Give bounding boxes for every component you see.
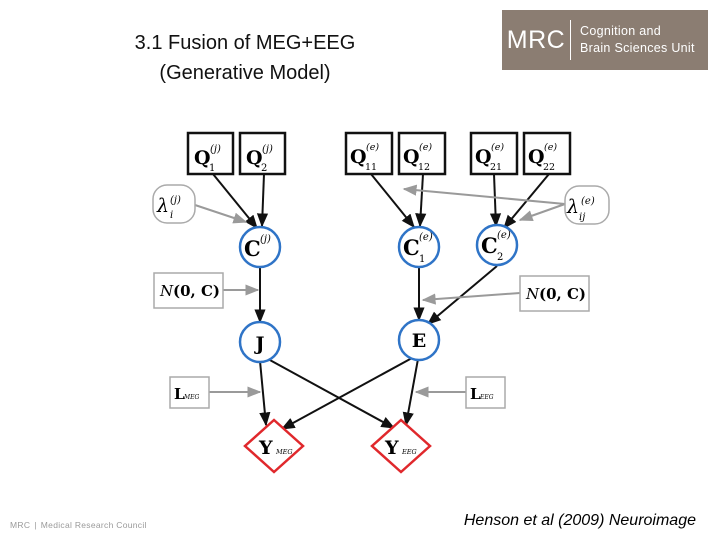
lambda-eeg-node <box>565 186 609 224</box>
prior-meg-node <box>154 273 223 308</box>
y-eeg-sub: EEG <box>402 448 417 456</box>
edge-j-to-ymeg <box>260 361 266 425</box>
edge-e-to-ymeg <box>282 358 412 429</box>
c-eeg-1-symbol: C <box>403 235 420 260</box>
c-meg-node <box>240 227 280 267</box>
prior-eeg-node <box>520 276 589 311</box>
q-meg-1-sub: 1 <box>209 163 216 174</box>
lambda-meg-symbol: λ <box>157 195 170 217</box>
q-meg-1-node <box>188 133 233 174</box>
e-node <box>399 320 439 360</box>
lambda-meg-sub: i <box>170 210 174 221</box>
l-meg-symbol: L <box>174 385 185 403</box>
prior-meg-args: (0, C) <box>173 282 221 300</box>
logo-unit-line-2: Brain Sciences Unit <box>580 41 695 55</box>
edge-q12-to-c1 <box>420 174 423 226</box>
logo-mrc-text: MRC <box>502 20 571 60</box>
lambda-meg-sup: (j) <box>170 195 181 206</box>
q-eeg-12-sup: (e) <box>419 142 433 153</box>
q-meg-1-sup: (j) <box>210 144 221 155</box>
edge-q11-to-c1 <box>371 174 414 227</box>
footer-separator: | <box>34 520 37 530</box>
c-eeg-1-sup: (e) <box>419 232 433 243</box>
citation: Henson et al (2009) Neuroimage <box>463 512 696 529</box>
y-eeg-node <box>372 420 430 472</box>
footer-mrc-brand <box>10 520 147 530</box>
l-meg-node <box>170 377 209 408</box>
c-eeg-2-symbol: C <box>481 233 498 258</box>
title-line-2: (Generative Model) <box>159 62 331 84</box>
y-meg-node <box>245 420 303 472</box>
q-eeg-12-node <box>399 133 445 174</box>
j-node <box>240 322 280 362</box>
y-meg-symbol: Y <box>259 437 273 459</box>
q-eeg-21-symbol: Q <box>475 146 492 168</box>
y-meg-sub: MEG <box>276 448 293 456</box>
q-eeg-11-node <box>346 133 392 174</box>
edge-prior-eeg-to-e <box>423 293 520 300</box>
edge-lambda-eeg-to-c <box>404 189 565 204</box>
edge-j-to-yeeg <box>268 359 394 428</box>
lambda-meg-node <box>153 185 195 223</box>
c-meg-symbol: C <box>244 236 261 261</box>
edge-lambda-eeg-to-c2 <box>520 204 565 220</box>
lambda-eeg-sub: ij <box>579 212 586 223</box>
q-meg-1-symbol: Q <box>194 147 211 169</box>
l-eeg-symbol: L <box>470 385 481 403</box>
c-eeg-2-sub: 2 <box>497 252 504 263</box>
q-meg-2-node <box>240 133 285 174</box>
q-meg-2-symbol: Q <box>246 147 263 169</box>
q-eeg-12-symbol: Q <box>403 146 420 168</box>
c-meg-sup: (j) <box>260 234 271 245</box>
logo-unit-line-1: Cognition and <box>580 24 662 38</box>
q-meg-2-sup: (j) <box>262 144 273 155</box>
edge-q21-to-c2 <box>494 174 496 226</box>
edge-q2-to-cj <box>262 174 264 226</box>
q-eeg-22-symbol: Q <box>528 146 545 168</box>
footer-org-full: Medical Research Council <box>40 520 147 530</box>
lambda-eeg-sup: (e) <box>581 196 595 207</box>
q-eeg-22-sub: 22 <box>543 162 556 173</box>
q-eeg-11-sub: 11 <box>365 162 378 173</box>
prior-eeg-n: N <box>526 285 540 303</box>
prior-eeg-args: (0, C) <box>539 285 587 303</box>
q-meg-2-sub: 2 <box>261 163 268 174</box>
c-eeg-1-sub: 1 <box>419 254 426 265</box>
e-symbol: E <box>411 330 427 352</box>
q-eeg-11-sup: (e) <box>366 142 380 153</box>
q-eeg-21-node <box>471 133 517 174</box>
q-eeg-11-symbol: Q <box>350 146 367 168</box>
edge-q1-to-cj <box>213 174 257 228</box>
q-eeg-21-sub: 21 <box>490 162 503 173</box>
c-eeg-2-sup: (e) <box>497 230 511 241</box>
lambda-eeg-symbol: λ <box>567 196 580 218</box>
y-eeg-symbol: Y <box>385 437 399 459</box>
l-eeg-sub: EEG <box>480 394 494 401</box>
q-eeg-21-sup: (e) <box>491 142 505 153</box>
prior-meg-n: N <box>160 282 174 300</box>
j-symbol: J <box>255 333 265 355</box>
title-line-1: 3.1 Fusion of MEG+EEG <box>134 32 356 54</box>
edge-lambda-meg-to-cj <box>195 205 246 222</box>
footer-org-short: MRC <box>10 520 31 530</box>
l-meg-sub: MEG <box>184 394 200 401</box>
q-eeg-22-node <box>524 133 570 174</box>
c-eeg-1-node <box>399 227 439 267</box>
q-eeg-22-sup: (e) <box>544 142 558 153</box>
l-eeg-node <box>466 377 505 408</box>
c-eeg-2-node <box>477 225 517 265</box>
q-eeg-12-sub: 12 <box>418 162 431 173</box>
